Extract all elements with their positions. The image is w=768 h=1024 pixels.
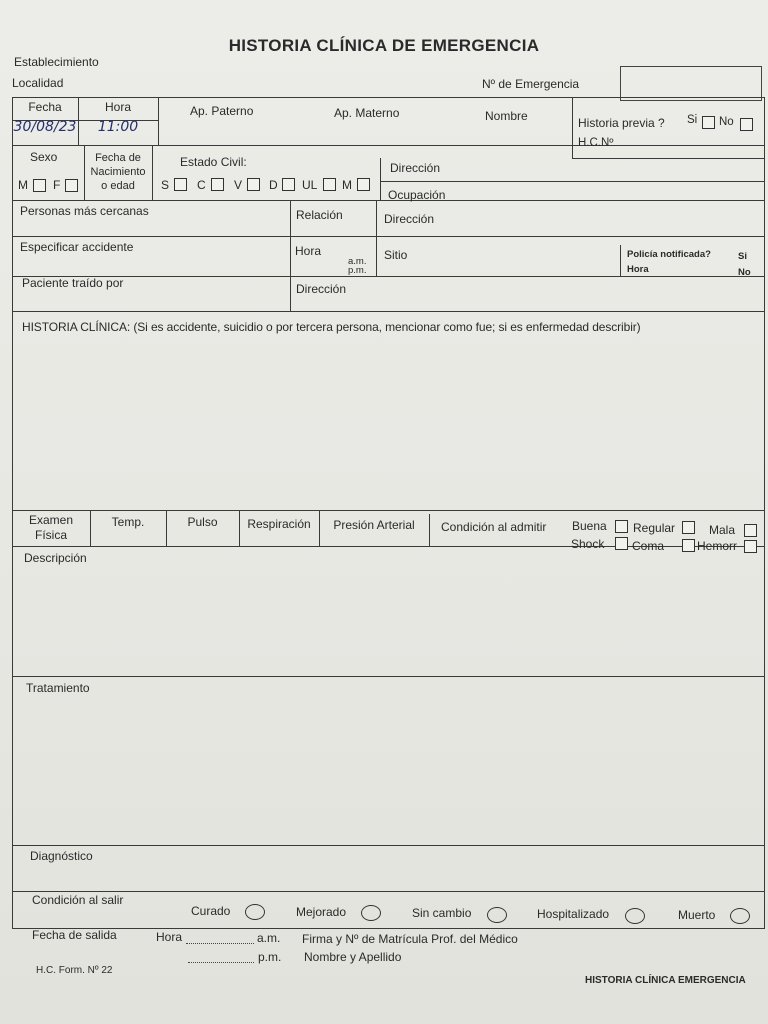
condicion-salir-label: Condición al salir — [32, 893, 124, 907]
fecha-nacimiento-label-3: o edad — [101, 180, 135, 192]
estado-civil-d-checkbox[interactable] — [282, 178, 295, 191]
accidente-pm-label: p.m. — [348, 265, 367, 276]
fecha-salida-label: Fecha de salida — [32, 928, 117, 942]
mejorado-label: Mejorado — [296, 905, 347, 919]
estado-civil-m-label: M — [342, 178, 352, 192]
examen-label-1: Examen — [28, 513, 74, 527]
pulso-label: Pulso — [187, 515, 218, 529]
muerto-label: Muerto — [678, 908, 716, 922]
ap-materno-label: Ap. Materno — [334, 106, 400, 120]
regular-checkbox[interactable] — [682, 521, 695, 534]
fecha-nacimiento-label-2: Nacimiento — [90, 166, 146, 178]
establecimiento-label: Establecimiento — [14, 55, 99, 69]
estado-civil-s-checkbox[interactable] — [174, 178, 187, 191]
presion-arterial-label: Presión Arterial — [333, 518, 415, 532]
sexo-m-checkbox[interactable] — [33, 179, 46, 192]
form-number: H.C. Form. Nº 22 — [36, 965, 113, 976]
salida-hora-label: Hora — [156, 930, 183, 944]
mala-label: Mala — [709, 523, 736, 537]
policia-si-label: Si — [738, 251, 747, 262]
sitio-label: Sitio — [384, 248, 408, 262]
shock-checkbox[interactable] — [615, 537, 628, 550]
historia-previa-no-label: No — [719, 116, 734, 128]
hospitalizado-label: Hospitalizado — [537, 907, 610, 921]
estado-civil-m-checkbox[interactable] — [357, 178, 370, 191]
historia-previa-si-checkbox[interactable] — [702, 116, 715, 129]
accidente-am-label: a.m. — [348, 256, 367, 267]
salida-hora-am-field[interactable] — [186, 942, 254, 944]
estado-civil-c-checkbox[interactable] — [211, 178, 224, 191]
sin-cambio-radio[interactable] — [487, 907, 507, 923]
coma-checkbox[interactable] — [682, 539, 695, 552]
hemorr-label: Hemorr — [697, 539, 738, 553]
localidad-label: Localidad — [12, 76, 64, 90]
sexo-m-label: M — [18, 178, 28, 192]
curado-label: Curado — [191, 904, 231, 918]
especificar-accidente-label: Especificar accidente — [20, 240, 134, 254]
historia-previa-no-checkbox[interactable] — [740, 118, 753, 131]
condicion-admitir-label: Condición al admitir — [441, 520, 547, 534]
personas-cercanas-label: Personas más cercanas — [20, 204, 149, 218]
diagnostico-area[interactable] — [14, 862, 762, 890]
traido-direccion-label: Dirección — [296, 282, 347, 296]
estado-civil-label: Estado Civil: — [180, 155, 247, 169]
estado-civil-d-label: D — [269, 178, 278, 192]
accidente-hora-label: Hora — [295, 244, 322, 258]
policia-hora-label: Hora — [627, 264, 649, 275]
hora-value[interactable]: 11:00 — [97, 119, 139, 135]
direccion-label: Dirección — [390, 161, 441, 175]
relacion-label: Relación — [296, 208, 343, 222]
salida-pm-label: p.m. — [258, 950, 282, 964]
estado-civil-s-label: S — [161, 178, 170, 192]
mala-checkbox[interactable] — [744, 524, 757, 537]
shock-label: Shock — [571, 537, 605, 551]
hemorr-checkbox[interactable] — [744, 540, 757, 553]
hora-label: Hora — [104, 100, 131, 114]
paciente-traido-label: Paciente traído por — [22, 276, 124, 290]
ap-paterno-label: Ap. Paterno — [190, 104, 254, 118]
regular-label: Regular — [633, 521, 676, 535]
estado-civil-c-label: C — [197, 178, 206, 192]
emergencia-number-box[interactable] — [620, 66, 762, 101]
sexo-f-checkbox[interactable] — [65, 179, 78, 192]
historia-clinica-label: HISTORIA CLÍNICA: (Si es accidente, suicidio o por tercera persona, mencionar como fue; si es enfermedad describir) — [22, 320, 641, 334]
footer-title: HISTORIA CLÍNICA EMERGENCIA — [585, 975, 746, 986]
emergencia-number-label: Nº de Emergencia — [482, 77, 580, 91]
muerto-radio[interactable] — [730, 908, 750, 924]
sexo-label: Sexo — [30, 150, 58, 164]
form-title: HISTORIA CLÍNICA DE EMERGENCIA — [228, 36, 540, 55]
tratamiento-area[interactable] — [14, 696, 762, 842]
firma-matricula-label: Firma y Nº de Matrícula Prof. del Médico — [302, 932, 518, 946]
policia-no-label: No — [738, 267, 751, 278]
descripcion-area[interactable] — [14, 566, 762, 674]
fecha-label: Fecha — [28, 100, 62, 114]
historia-clinica-area[interactable] — [14, 340, 762, 508]
temp-label: Temp. — [111, 515, 145, 529]
coma-label: Coma — [632, 539, 665, 553]
hospitalizado-radio[interactable] — [625, 908, 645, 924]
historia-previa-label: Historia previa ? — [578, 116, 665, 130]
respiracion-label: Respiración — [247, 517, 311, 531]
sexo-f-label: F — [53, 178, 61, 192]
historia-previa-si-label: Si — [687, 114, 698, 126]
sin-cambio-label: Sin cambio — [412, 906, 472, 920]
hc-number-label: H.C.Nº — [578, 137, 614, 149]
contacto-direccion-label: Dirección — [384, 212, 435, 226]
examen-label-2: Física — [34, 528, 67, 542]
diagnostico-label: Diagnóstico — [30, 849, 93, 863]
buena-checkbox[interactable] — [615, 520, 628, 533]
ocupacion-label: Ocupación — [388, 188, 446, 202]
tratamiento-label: Tratamiento — [26, 681, 90, 695]
nombre-label: Nombre — [485, 109, 528, 123]
salida-hora-pm-field[interactable] — [188, 961, 254, 963]
estado-civil-ul-checkbox[interactable] — [323, 178, 336, 191]
salida-am-label: a.m. — [257, 931, 281, 945]
fecha-nacimiento-label-1: Fecha de — [95, 152, 141, 164]
nombre-apellido-label: Nombre y Apellido — [304, 950, 402, 964]
policia-notificada-label: Policía notificada? — [627, 249, 711, 260]
estado-civil-v-label: V — [234, 178, 243, 192]
curado-radio[interactable] — [245, 904, 265, 920]
estado-civil-v-checkbox[interactable] — [247, 178, 260, 191]
descripcion-label: Descripción — [24, 551, 87, 565]
buena-label: Buena — [572, 519, 607, 533]
fecha-value[interactable]: 30/08/23 — [13, 119, 77, 135]
mejorado-radio[interactable] — [361, 905, 381, 921]
estado-civil-ul-label: UL — [302, 178, 318, 192]
